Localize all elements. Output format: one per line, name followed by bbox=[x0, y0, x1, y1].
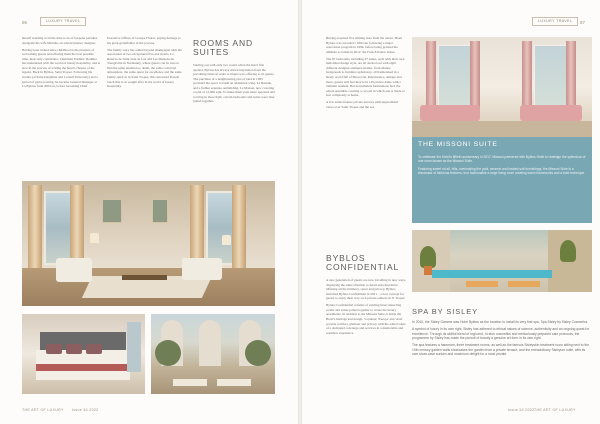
left-column-3 bbox=[193, 63, 275, 107]
paragraph: Starting out with only two rooms when the hotel first opened, Byblos has always drawn inspiration from the prevailing times in order to improve its offering to its guests. The purchase of a neighbouring plot of land in 1983 provided the space to build an additional wing, La Bastide, and a further separate outbuilding, La Maison, now covering a total of 12,000 sqm. To make them even more spacious and to bring in more light, certain bedrooms and suites were later joined together. bbox=[193, 63, 275, 104]
rooms-heading-line-2: SUITES bbox=[193, 47, 230, 58]
missoni-body bbox=[418, 155, 586, 178]
spa-column bbox=[412, 320, 590, 360]
rooms-heading-line-1: ROOMS AND bbox=[193, 38, 254, 48]
left-column-1 bbox=[22, 36, 100, 91]
footer-title-left: THE ART OF LUXURY bbox=[22, 408, 64, 412]
paragraph: Byblos Confidential consists of existing interconnecting rooms and suites joined together to create the luxury apartments. In addition to the Missoni Suite, it holds the Hotel's heritage and design, 3 options: 'Europe' and 'Asia' provide comfort, glamour and privacy with the added value of a dedicated concierge and services in a memorable and seamless experience. bbox=[326, 303, 406, 335]
page-number-right: 87 bbox=[580, 20, 586, 25]
paragraph: Having been visited since childhood is the pleasure of welcoming guests and offering them the best possible time, their only contributor, Chairman Frédéric Douillet has maintained with the world of luxury hospitality, and is now in the process of writing the hotel's chapter of the legend. Back in Byblos, Saint Tropez. Following his studies (at Paris-Dauphine and Cornell University) and a period of globe-trotting, he became General Manager at La Byblos from 2004 on, before becoming Chief bbox=[22, 47, 100, 89]
page-number-left: 86 bbox=[22, 20, 28, 25]
bedroom-photo bbox=[22, 314, 145, 394]
footer-issue-right: Issue 54 2022 bbox=[508, 408, 535, 412]
byblos-heading bbox=[326, 254, 399, 272]
byblos-column bbox=[326, 278, 406, 338]
left-page bbox=[0, 0, 298, 424]
byblos-heading-line-2: CONFIDENTIAL bbox=[326, 262, 400, 273]
missoni-caption-box bbox=[412, 137, 592, 223]
footer-issue-left: Issue 54 2022 bbox=[72, 408, 99, 412]
rooms-heading bbox=[193, 39, 253, 57]
paragraph: herself standing at all the time to be of bespoke paradise alongside his wife Mireille, an advent interior designer. bbox=[22, 36, 98, 45]
left-column-2 bbox=[107, 36, 185, 91]
terrace-photo bbox=[151, 314, 275, 394]
section-tag-left: LUXURY TRAVEL bbox=[40, 17, 86, 26]
paragraph: A new generation of guests are now travelling in new ways, displaying the same attention to detail and experience. Offering all the intimacy, space and privacy, Byblos launched Byblos Confidential in 2021 – a new concept for guests to enjoy their very own private address in St Tropez. bbox=[326, 278, 406, 301]
paragraph: Having acquired five shining stars from the outset, Hotel Byblos was awarded a fifth star following a major renovation program in 1999, before being granted the ultimate accolade in 2012: the French Palace status. bbox=[326, 36, 403, 54]
spa-heading: SPA BY SISLEY bbox=[412, 307, 479, 316]
footer-title-right: THE ART OF LUXURY bbox=[534, 408, 576, 412]
section-tag-right: LUXURY TRAVEL bbox=[532, 17, 578, 26]
missoni-suite-photo bbox=[412, 37, 592, 137]
right-page bbox=[302, 0, 600, 424]
paragraph: In 2010, the Sisley Gamme was Hotel Byblos as the location to install its very first spa, Spa Sisley by Sisley Cosmetics. bbox=[412, 320, 589, 324]
salon-photo bbox=[22, 181, 275, 306]
byblos-heading-line-1: BYBLOS bbox=[326, 253, 366, 263]
paragraph: To celebrate the Hotel's fiftieth anniversary in 2017, Missoni partnered with Byblos Hotel to redesign the splendour of one room known as the Missoni Suite. bbox=[418, 155, 586, 164]
spa-pool-photo bbox=[412, 230, 592, 292]
paragraph: The spa features a hammam, three treatment rooms, as well as the famous Sisleyskin treatment room sitting next to the 19th century garden walls showcases the garden from a private terrace, and the extraordinary Sisleyum suite, with its own show-cave sunken and maximum delight for a most private. bbox=[412, 343, 590, 357]
paragraph: Executive Officer of Groupe Floirat, paying homage to his great-grandfather in the process. bbox=[107, 36, 181, 45]
right-column-1 bbox=[326, 36, 406, 112]
paragraph: The family story has added beyond champagne with the association of two exceptional five-star hotels, La Réserve de Saint Jean de Luz and Les Maisons du Tourgéville in Normandy, where guests can be sure to find the same attention to detail, the same convivial atmosphere, the same quest for excellence and the same family spirit as in Saint Tropez, this renowned French touch that is so sought after in the world of luxury hospitality. bbox=[107, 47, 182, 89]
paragraph: A few suites feature private terraces with unparalleled views over Saint Tropez and the sea. bbox=[326, 100, 399, 109]
paragraph: A symbol of luxury in its own right, Sisley has adhered to ethical values of science, authenticity and an ongoing quest for excellence. Through its skillful blend of high-end, hi-tech cosmetics and meticulously prepared care protocols, the programme by Sisley has made the pursuit of beauty a genuine art form in its own right. bbox=[412, 327, 590, 341]
missoni-title: THE MISSONI SUITE bbox=[418, 141, 498, 148]
paragraph: Featuring sweet nd all, hills, overlooking the pool, ceramic and heated soft furnishings, the Missoni Suite is a showcase of fabulous textures, true fashionable a large living room creating warm frameworks and a bold technique. bbox=[418, 166, 586, 175]
paragraph: The 87 bedrooms, including 47 suites, each with their own individual design style, are all decked out with eight different designer-stamped textiles, from shades, bedspreads to furniture upholstery, all harmonised in a heady world full of Moroccan, Renaissance, antique and more, guests will feel they're in a Provence dame with a Tahitian resident. But nevertheless harmonious feel, the whole ensemble creating a cocoon in which one is made to feel completely at home. bbox=[326, 56, 405, 98]
